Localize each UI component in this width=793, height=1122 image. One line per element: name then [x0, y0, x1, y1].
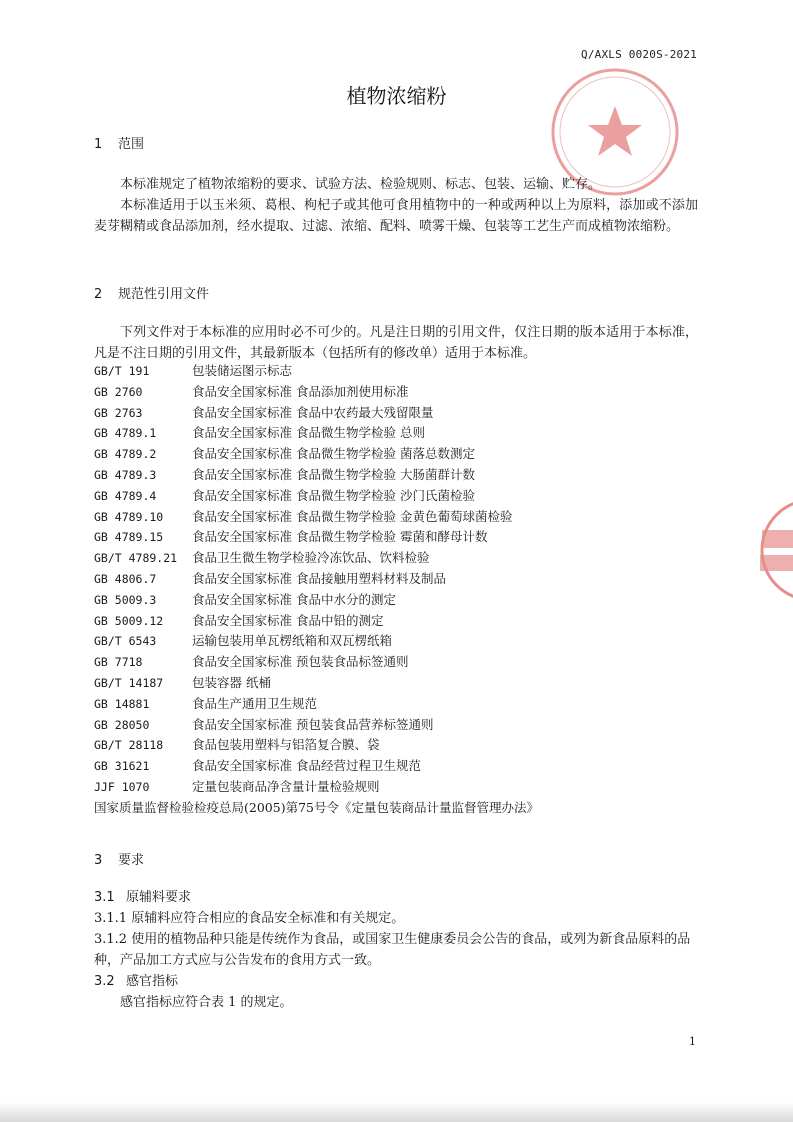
reference-item [94, 715, 698, 736]
clause-3-1-1: 3.1.1 原辅料应符合相应的食品安全标准和有关规定。 [94, 911, 405, 926]
reference-title: 运输包装用单瓦楞纸箱和双瓦楞纸箱 [192, 633, 393, 649]
reference-title: 食品安全国家标准 食品微生物学检验 总则 [192, 425, 425, 441]
reference-code: GB 4789.2 [94, 447, 157, 462]
reference-code: GB 5009.3 [94, 592, 157, 607]
document-number: Q/AXLS 0020S-2021 [581, 48, 697, 61]
reference-title: 食品安全国家标准 食品中水分的测定 [192, 591, 396, 607]
section-number: 2 [94, 287, 103, 302]
reference-code: GB/T 191 [94, 364, 150, 378]
reference-item [94, 569, 698, 590]
reference-item [94, 507, 698, 528]
section-title: 规范性引用文件 [118, 287, 210, 302]
reference-item [94, 756, 698, 777]
reference-title: 食品安全国家标准 预包装食品营养标签通则 [192, 716, 434, 732]
reference-title: 食品包装用塑料与铝箔复合膜、袋 [192, 737, 380, 753]
reference-item [94, 403, 698, 424]
reference-item [94, 465, 698, 486]
reference-item [94, 444, 698, 465]
reference-item [94, 423, 698, 444]
reference-title: 包装储运图示标志 [192, 363, 293, 378]
page-title: 植物浓缩粉 [346, 84, 447, 108]
reference-code: GB 14881 [94, 696, 150, 711]
subsection-number: 3.2 [94, 974, 115, 989]
reference-list [94, 361, 698, 819]
reference-title: 食品安全国家标准 食品接触用塑料材料及制品 [192, 570, 446, 586]
reference-item [94, 382, 698, 403]
reference-item [94, 611, 698, 632]
reference-title: 食品安全国家标准 食品微生物学检验 沙门氏菌检验 [192, 487, 475, 503]
reference-code: GB 4789.4 [94, 488, 157, 503]
reference-title: 食品安全国家标准 预包装食品标签通则 [192, 654, 409, 670]
reference-title: 食品安全国家标准 食品微生物学检验 菌落总数测定 [192, 446, 475, 462]
reference-code: GB 2760 [94, 384, 143, 399]
reference-code: GB 2763 [94, 405, 143, 420]
reference-code: GB 7718 [94, 655, 143, 670]
reference-item [94, 548, 698, 569]
regulation-reference: 国家质量监督检验检疫总局(2005)第75号令《定量包装商品计量监督管理办法》 [94, 799, 539, 815]
clause-3-2-text: 感官指标应符合表 1 的规定。 [120, 995, 293, 1010]
partial-seal-stamp [752, 495, 793, 605]
reference-item [94, 631, 698, 652]
reference-item [94, 735, 698, 756]
reference-code: GB 5009.12 [94, 613, 164, 628]
reference-code: GB 4789.10 [94, 509, 164, 524]
reference-item [94, 694, 698, 715]
subsection-number: 3.1 [94, 890, 115, 905]
clause-3-1-2: 3.1.2 使用的植物品种只能是传统作为食品，或国家卫生健康委员会公告的食品，或列为新食品原料的品种，产品加工方式应与公告发布的食用方式一致。 [94, 932, 691, 968]
reference-code: GB/T 4789.21 [94, 551, 178, 566]
reference-code: GB 4806.7 [94, 571, 157, 586]
reference-item [94, 673, 698, 694]
scan-edge-shadow [0, 1102, 793, 1122]
section-3-heading [94, 849, 144, 868]
reference-code: JJF 1070 [94, 779, 150, 794]
reference-item [94, 652, 698, 673]
subsection-title: 原辅料要求 [126, 890, 192, 905]
reference-title: 食品安全国家标准 食品中铅的测定 [192, 612, 384, 628]
reference-code: GB/T 6543 [94, 634, 157, 649]
reference-item [94, 527, 698, 548]
section-number: 1 [94, 137, 103, 152]
reference-item [94, 590, 698, 611]
section-number: 3 [94, 853, 103, 868]
reference-title: 食品安全国家标准 食品添加剂使用标准 [192, 383, 409, 399]
reference-title: 食品安全国家标准 食品经营过程卫生规范 [192, 758, 421, 774]
subsection-3-1-heading [94, 887, 698, 908]
reference-title: 食品生产通用卫生规范 [192, 695, 318, 711]
scope-paragraph-1: 本标准规定了植物浓缩粉的要求、试验方法、检验规则、标志、包装、运输、贮存。 [120, 177, 602, 192]
section-title: 要求 [118, 853, 145, 868]
section-2-heading [94, 283, 209, 302]
reference-code: GB 4789.3 [94, 467, 157, 482]
reference-item [94, 486, 698, 507]
page-number: 1 [689, 1035, 696, 1048]
section-title: 范围 [118, 137, 145, 152]
reference-code: GB/T 28118 [94, 738, 164, 753]
section-1-heading [94, 133, 144, 152]
reference-code: GB 28050 [94, 717, 150, 732]
reference-code: GB 31621 [94, 759, 150, 774]
references-intro: 下列文件对于本标准的应用时必不可少的。凡是注日期的引用文件，仅注日期的版本适用于本标准，凡是不注日期的引用文件，其最新版本（包括所有的修改单）适用于本标准。 [94, 325, 698, 361]
reference-item [94, 777, 698, 798]
reference-title: 包装容器 纸桶 [192, 674, 271, 690]
reference-code: GB 4789.15 [94, 530, 164, 545]
reference-title: 食品卫生微生物学检验冷冻饮品、饮料检验 [192, 550, 430, 566]
scope-paragraph-2: 本标准适用于以玉米须、葛根、枸杞子或其他可食用植物中的一种或两种以上为原料，添加或不添加麦芽糊精或食品添加剂，经水提取、过滤、浓缩、配料、喷雾干燥、包装等工艺生产而成植物浓缩粉。 [94, 198, 698, 234]
subsection-3-2-heading [94, 971, 698, 992]
subsection-title: 感官指标 [126, 974, 179, 989]
reference-title: 食品安全国家标准 食品中农药最大残留限量 [192, 404, 434, 420]
reference-item [94, 361, 698, 382]
reference-code: GB/T 14187 [94, 675, 164, 690]
reference-title: 食品安全国家标准 食品微生物学检验 霉菌和酵母计数 [192, 529, 488, 545]
reference-code: GB 4789.1 [94, 426, 157, 441]
reference-title: 食品安全国家标准 食品微生物学检验 金黄色葡萄球菌检验 [192, 508, 513, 524]
reference-title: 定量包装商品净含量计量检验规则 [192, 778, 380, 794]
reference-title: 食品安全国家标准 食品微生物学检验 大肠菌群计数 [192, 466, 475, 482]
